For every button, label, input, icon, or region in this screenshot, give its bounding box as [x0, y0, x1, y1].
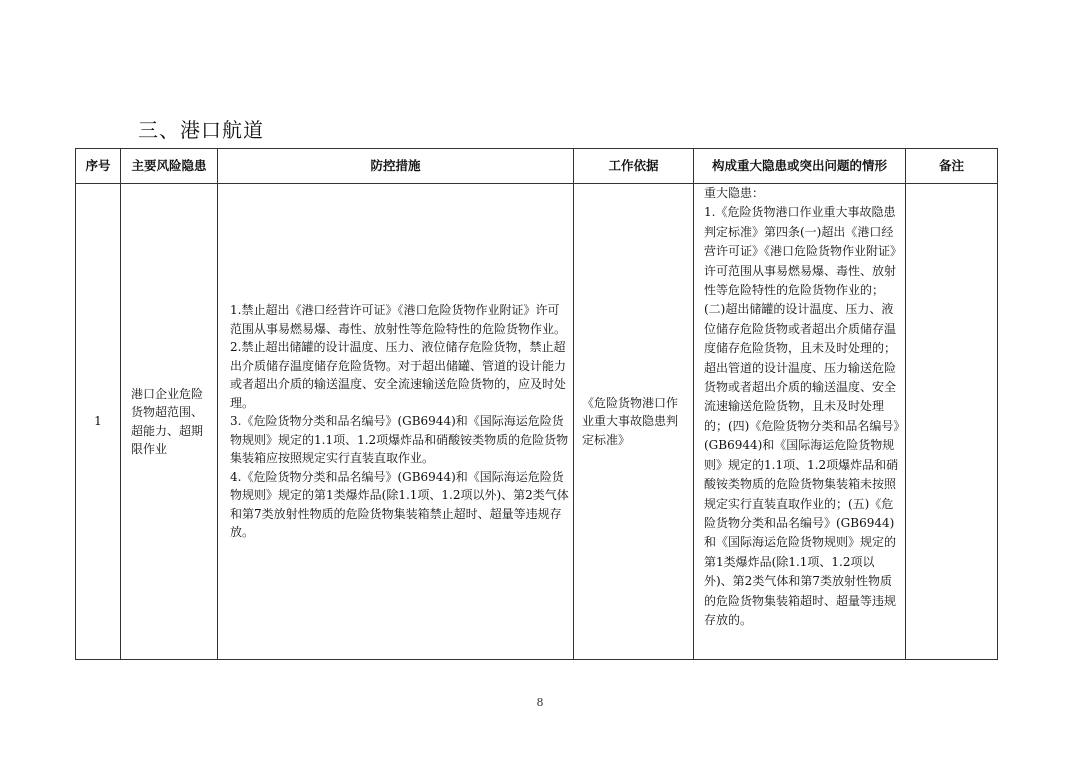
- row-conditions-cell: [694, 184, 906, 660]
- measure-item: 3.《危险货物分类和品名编号》(GB6944)和《国际海运危险货物规则》规定的1.1项、1.2项爆炸品和硝酸铵类物质的危险货物集装箱应按照规定实行直装直取作业。: [230, 414, 569, 466]
- condition-heading: 重大隐患：: [704, 186, 765, 200]
- table-row: [76, 184, 998, 660]
- measure-item: 1.禁止超出《港口经营许可证》《港口危险货物作业附证》许可范围从事易燃易爆、毒性、放射性等危险特性的危险货物作业。: [230, 303, 567, 336]
- header-basis: 工作依据: [574, 149, 694, 184]
- page-number: 8: [536, 696, 544, 709]
- header-conditions: 构成重大隐患或突出问题的情形: [694, 149, 906, 184]
- header-remarks: 备注: [906, 149, 998, 184]
- row-basis-cell: 《危险货物港口作业重大事故隐患判定标准》: [574, 184, 694, 660]
- section-title: 三、港口航道: [138, 118, 264, 142]
- row-measures-cell: [218, 184, 574, 660]
- table-header-row: [76, 149, 998, 184]
- measure-item: 4.《危险货物分类和品名编号》(GB6944)和《国际海运危险货物规则》规定的第1类爆炸品(除1.1项、1.2项以外)、第2类气体和第7类放射性物质的危险货物集装箱禁止超时、超量等违规存放。: [230, 469, 569, 540]
- row-remarks-cell: [906, 184, 998, 660]
- row-no-cell: 1: [76, 184, 121, 660]
- risk-table: [75, 148, 998, 660]
- measure-item: 2.禁止超出储罐的设计温度、压力、液位储存危险货物，禁止超出介质储存温度储存危险货物。对于超出储罐、管道的设计能力或者超出介质的输送温度、安全流速输送危险货物的，应及时处理。: [230, 340, 567, 410]
- header-measures: 防控措施: [218, 149, 574, 184]
- row-risk-cell: 港口企业危险货物超范围、超能力、超期限作业: [121, 184, 218, 660]
- header-risk: 主要风险隐患: [121, 149, 218, 184]
- condition-item: 1.《危险货物港口作业重大事故隐患判定标准》第四条(一)超出《港口经营许可证》《港口危险货物作业附证》许可范围从事易燃易爆、毒性、放射性等危险特性的危险货物作业的；(二)超出储罐的设计温度、压力、液位储存危险货物或者超出介质储存温度储存危险货物，且未及时处理的；超出管道的设计温度、压力输送危险货物或者超出介质的输送温度、安全流速输送危险货物，且未及时处理的；(四)《危险货物分类和品名编号》(GB6944)和《国际海运危险货物规则》规定的1.1项、1.2项爆炸品和硝酸铵类物质的危险货物集装箱未按照规定实行直装直取作业的；(五)《危险货物分类和品名编号》(GB6944)和《国际海运危险货物规则》规定的第1类爆炸品(除1.1项、1.2项以外)、第2类气体和第7类放射性物质的危险货物集装箱超时、超量等违规存放的。: [704, 205, 900, 627]
- header-no: 序号: [76, 149, 121, 184]
